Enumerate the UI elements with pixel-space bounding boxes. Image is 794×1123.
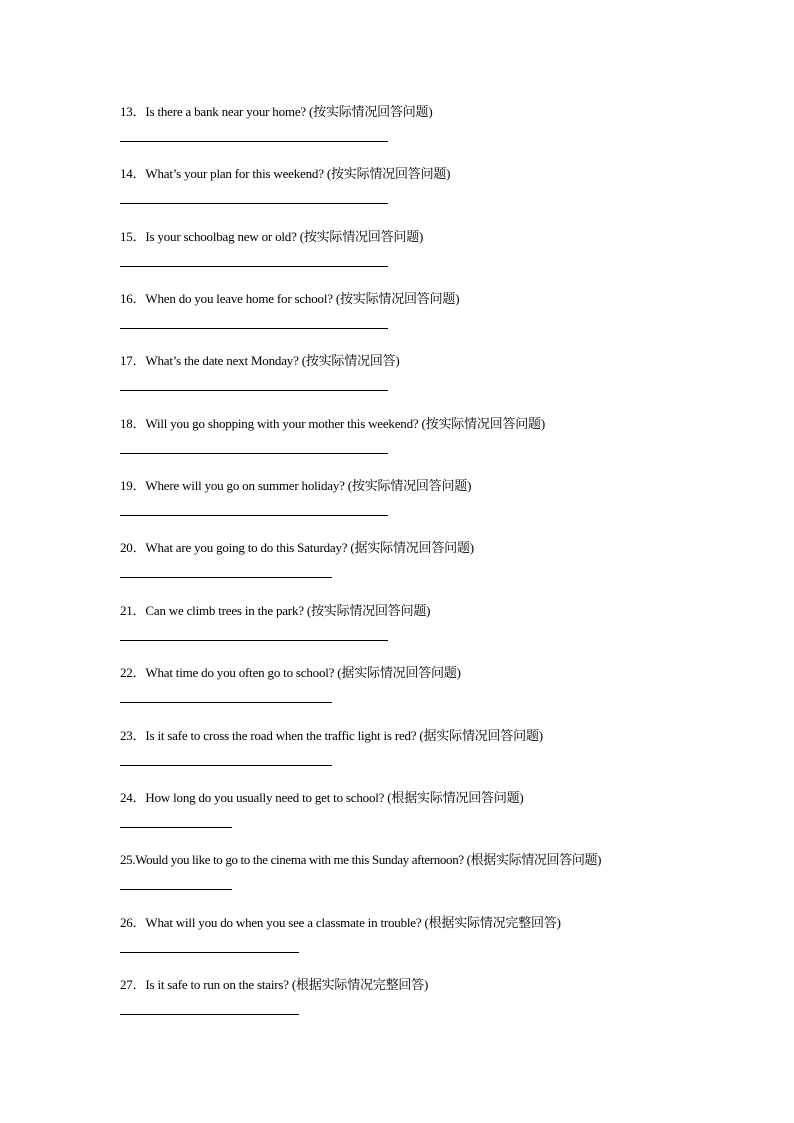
answer-line[interactable] [120, 765, 332, 766]
answer-line[interactable] [120, 577, 332, 578]
question-text: 16．When do you leave home for school? (按实际情况回答问题) [120, 291, 460, 306]
question-text: 20．What are you going to do this Saturday? (据实际情况回答问题) [120, 540, 474, 555]
question-25 [120, 852, 720, 914]
question-text: 21．Can we climb trees in the park? (按实际情况回答问题) [120, 603, 431, 618]
question-text: 24．How long do you usually need to get to school? (根据实际情况回答问题) [120, 790, 524, 805]
answer-line[interactable] [120, 266, 388, 267]
question-14 [120, 166, 720, 228]
answer-line[interactable] [120, 702, 332, 703]
answer-line[interactable] [120, 141, 388, 142]
question-text: 14．What’s your plan for this weekend? (按实际情况回答问题) [120, 166, 451, 181]
question-text: 19．Where will you go on summer holiday? (按实际情况回答问题) [120, 478, 472, 493]
question-27 [120, 977, 720, 1039]
question-21 [120, 603, 720, 665]
answer-line[interactable] [120, 203, 388, 204]
answer-line[interactable] [120, 515, 388, 516]
answer-line[interactable] [120, 328, 388, 329]
question-text: 22．What time do you often go to school? (据实际情况回答问题) [120, 665, 461, 680]
question-16 [120, 291, 720, 353]
answer-line[interactable] [120, 453, 388, 454]
question-text: 26．What will you do when you see a classmate in trouble? (根据实际情况完整回答) [120, 915, 561, 930]
question-text: 23．Is it safe to cross the road when the traffic light is red? (据实际情况回答问题) [120, 728, 543, 743]
answer-line[interactable] [120, 889, 232, 890]
question-17 [120, 353, 720, 415]
answer-line[interactable] [120, 640, 388, 641]
answer-line[interactable] [120, 1014, 299, 1015]
question-text: 18．Will you go shopping with your mother this weekend? (按实际情况回答问题) [120, 416, 545, 431]
question-23 [120, 728, 720, 790]
question-24 [120, 790, 720, 852]
question-22 [120, 665, 720, 727]
question-text: 25.Would you like to go to the cinema with me this Sunday afternoon? (根据实际情况回答问题) [120, 852, 602, 867]
question-text: 13．Is there a bank near your home? (按实际情况回答问题) [120, 104, 433, 119]
question-13 [120, 104, 720, 166]
answer-line[interactable] [120, 952, 299, 953]
question-26 [120, 915, 720, 977]
question-15 [120, 229, 720, 291]
question-text: 15．Is your schoolbag new or old? (按实际情况回答问题) [120, 229, 424, 244]
question-text: 17．What’s the date next Monday? (按实际情况回答) [120, 353, 400, 368]
answer-line[interactable] [120, 827, 232, 828]
question-19 [120, 478, 720, 540]
question-20 [120, 540, 720, 602]
question-text: 27．Is it safe to run on the stairs? (根据实际情况完整回答) [120, 977, 429, 992]
question-18 [120, 416, 720, 478]
answer-line[interactable] [120, 390, 388, 391]
